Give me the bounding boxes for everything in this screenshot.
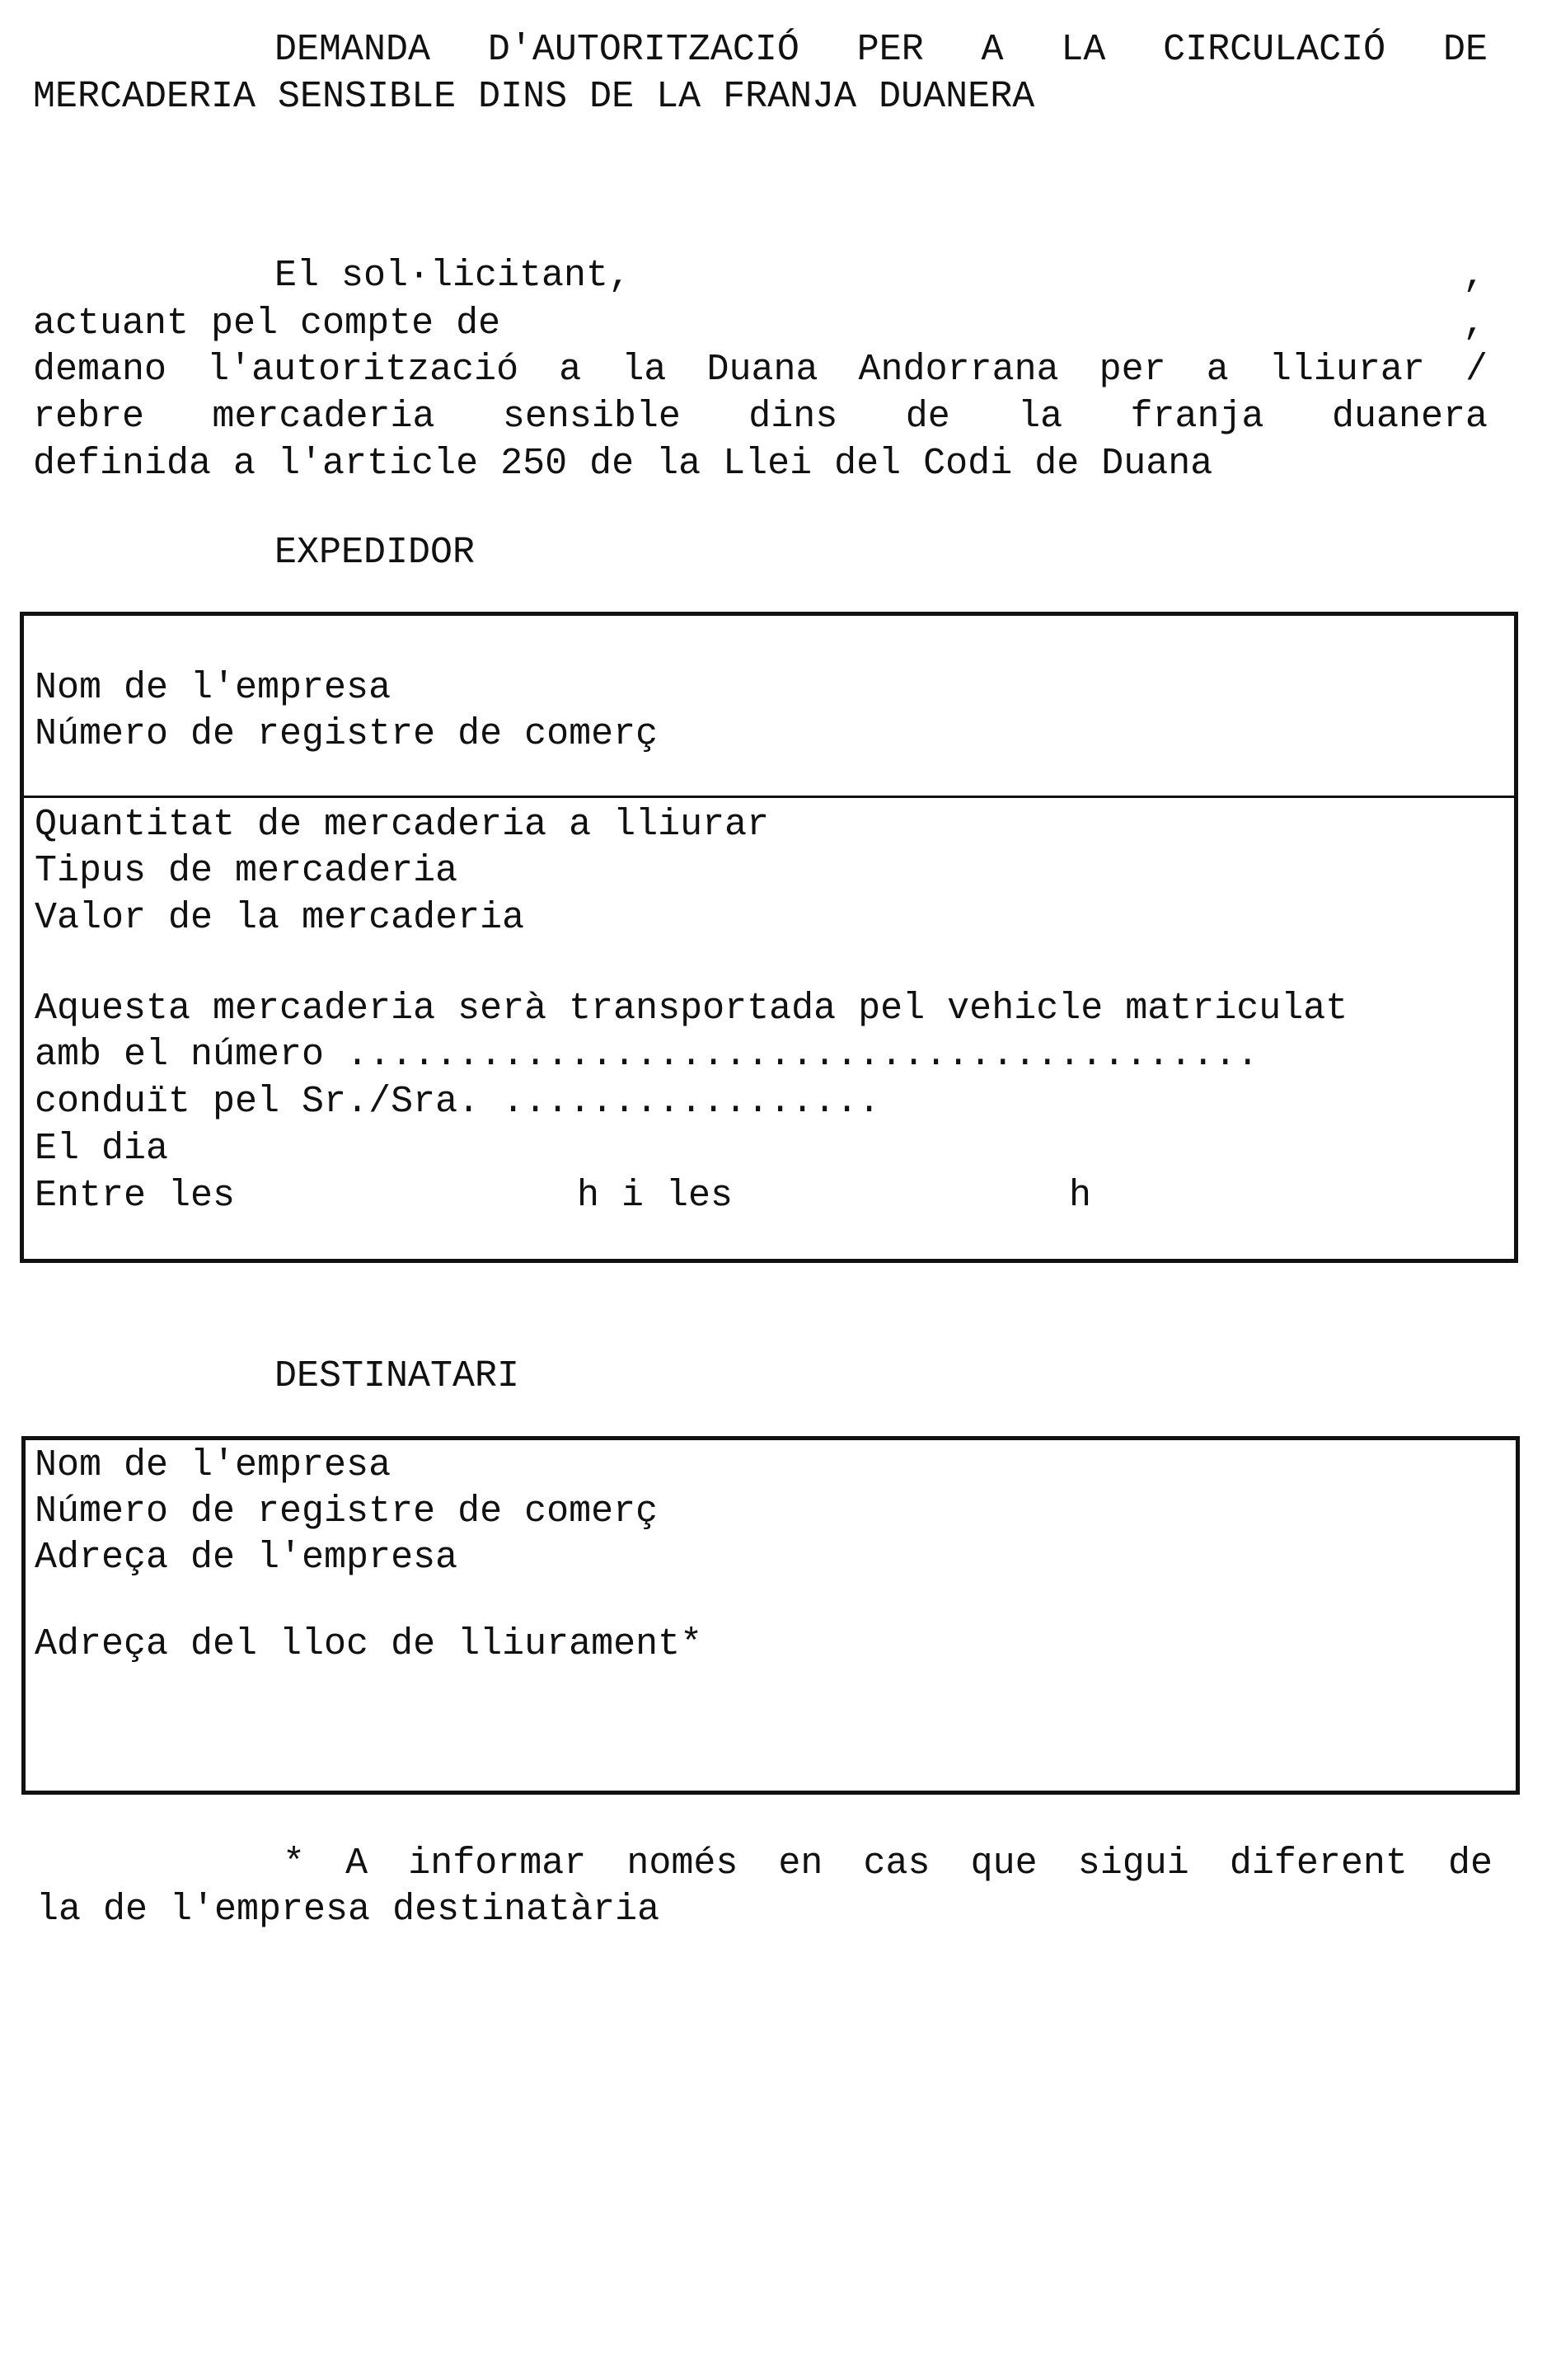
destinatari-company-name-label: Nom de l'empresa bbox=[35, 1444, 391, 1486]
expedidor-time-end-label: h bbox=[1069, 1175, 1092, 1217]
request-line-3: demano l'autorització a la Duana Andorrana per a lliurar / bbox=[33, 349, 1488, 391]
on-behalf-label: actuant pel compte de bbox=[33, 303, 501, 345]
expedidor-plate-line: amb el número ......................................... bbox=[35, 1034, 1259, 1076]
applicant-label: El sol·licitant, bbox=[274, 255, 631, 297]
title-line-2: MERCADERIA SENSIBLE DINS DE LA FRANJA DUANERA bbox=[33, 76, 1035, 118]
expedidor-time-and-label: h i les bbox=[577, 1175, 734, 1217]
destinatari-delivery-address-label: Adreça del lloc de lliurament* bbox=[35, 1623, 703, 1665]
expedidor-day-label: El dia bbox=[35, 1128, 169, 1170]
destinatari-company-address-label: Adreça de l'empresa bbox=[35, 1537, 458, 1579]
expedidor-transport-line: Aquesta mercaderia serà transportada pel vehicle matriculat bbox=[35, 988, 1348, 1030]
applicant-comma: , bbox=[1463, 255, 1486, 297]
footnote-line-1: * A informar només en cas que sigui diferent de bbox=[283, 1843, 1493, 1885]
request-line-4: rebre mercaderia sensible dins de la franja duanera bbox=[33, 396, 1488, 438]
on-behalf-comma: , bbox=[1463, 303, 1486, 345]
destinatari-heading: DESTINATARI bbox=[274, 1355, 520, 1397]
expedidor-type-label: Tipus de mercaderia bbox=[35, 850, 458, 892]
expedidor-company-name-label: Nom de l'empresa bbox=[35, 667, 391, 709]
request-line-5: definida a l'article 250 de la Llei del Codi de Duana bbox=[33, 443, 1213, 485]
expedidor-divider bbox=[24, 796, 1514, 798]
footnote-line-2: la de l'empresa destinatària bbox=[36, 1889, 660, 1931]
expedidor-driver-line: conduït pel Sr./Sra. ................. bbox=[35, 1081, 881, 1123]
expedidor-heading: EXPEDIDOR bbox=[274, 532, 476, 574]
destinatari-registry-number-label: Número de registre de comerç bbox=[35, 1490, 659, 1533]
title-line-1: DEMANDA D'AUTORITZACIÓ PER A LA CIRCULACIÓ DE bbox=[274, 29, 1488, 71]
expedidor-registry-number-label: Número de registre de comerç bbox=[35, 713, 659, 755]
expedidor-time-between-label: Entre les bbox=[35, 1175, 236, 1217]
expedidor-value-label: Valor de la mercaderia bbox=[35, 897, 525, 939]
expedidor-quantity-label: Quantitat de mercaderia a lliurar bbox=[35, 804, 770, 846]
